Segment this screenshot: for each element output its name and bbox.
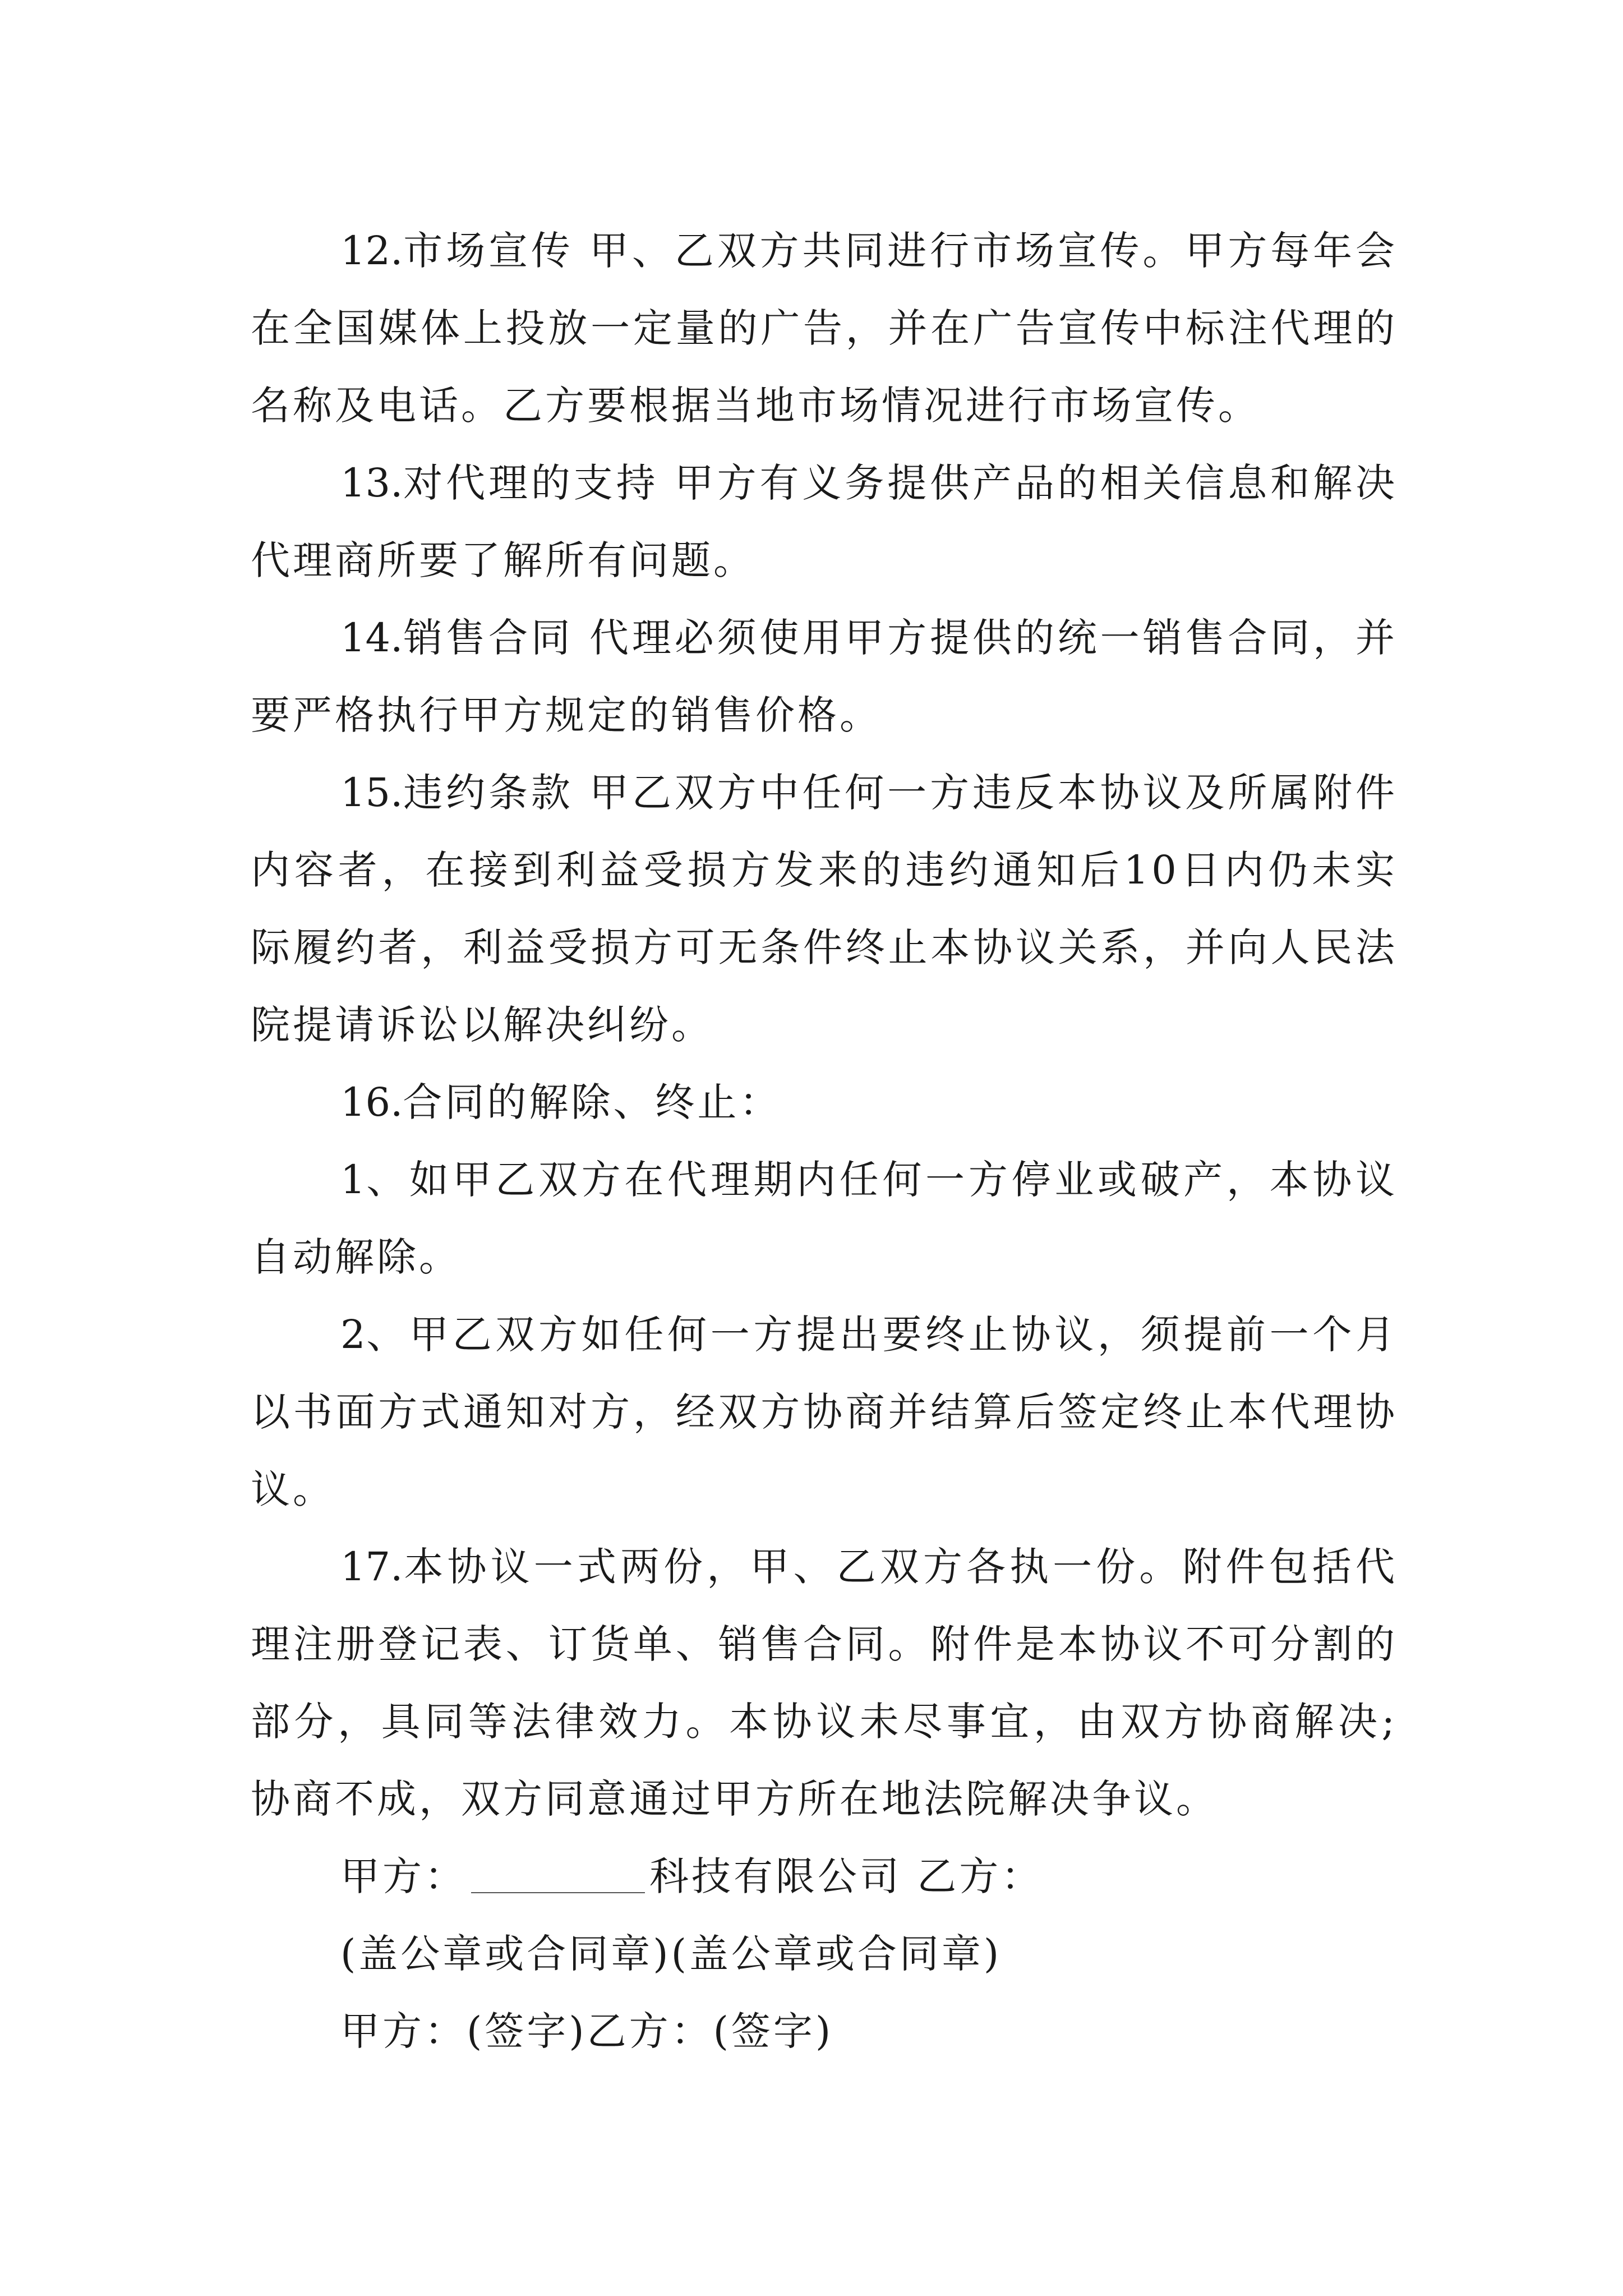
clause-13 [251, 444, 1398, 599]
item-text: 、甲乙双方如任何一方提出要终止协议，须提前一个月以书面方式通知对方，经双方协商并结算后签定终止本代理协议。 [251, 1312, 1398, 1512]
clause-text: 市场宣传 甲、乙双方共同进行市场宣传。甲方每年会在全国媒体上投放一定量的广告，并在广告宣传中标注代理的名称及电话。乙方要根据当地市场情况进行市场宣传。 [251, 228, 1398, 429]
clause-number: 17. [340, 1544, 403, 1590]
clause-15 [251, 754, 1398, 1064]
party-a-label: 甲方： [340, 1853, 467, 1899]
party-b-label: 乙方： [917, 1853, 1044, 1899]
clause-number: 15. [340, 770, 403, 816]
item-text: 、如甲乙双方在代理期内任何一方停业或破产，本协议自动解除。 [251, 1157, 1398, 1280]
clause-number: 12. [340, 228, 403, 274]
clause-number: 16. [340, 1079, 403, 1125]
clause-text: 本协议一式两份，甲、乙双方各执一份。附件包括代理注册登记表、订货单、销售合同。附件是本协议不可分割的部分，具同等法律效力。本协议未尽事宜，由双方协商解决;协商不成，双方同意通过甲方所在地法院解决争议。 [251, 1544, 1398, 1822]
company-suffix: 科技有限公司 [649, 1853, 902, 1899]
signature-parties-line [251, 1838, 1398, 1915]
clause-16-item-2 [251, 1296, 1398, 1528]
sign-line [251, 1993, 1398, 2070]
clause-text: 合同的解除、终止： [403, 1079, 782, 1125]
clause-12 [251, 212, 1398, 444]
item-number: 2 [340, 1312, 366, 1358]
clause-number: 14. [340, 615, 403, 661]
clause-text: 违约条款 甲乙双方中任何一方违反本协议及所属附件内容者，在接到利益受损方发来的违约通知后10日内仍未实际履约者，利益受损方可无条件终止本协议关系，并向人民法院提请诉讼以解决纠纷。 [251, 770, 1398, 1048]
clause-number: 13. [340, 460, 403, 506]
seal-line [251, 1915, 1398, 1993]
company-name-blank [471, 1853, 645, 1893]
seal-text: (盖公章或合同章)(盖公章或合同章) [340, 1931, 1002, 1977]
clause-text: 对代理的支持 甲方有义务提供产品的相关信息和解决代理商所要了解所有问题。 [251, 460, 1398, 583]
clause-17 [251, 1528, 1398, 1838]
item-number: 1 [340, 1157, 366, 1203]
document-body [251, 212, 1398, 2070]
sign-text: 甲方：(签字)乙方：(签字) [340, 2008, 834, 2054]
clause-text: 销售合同 代理必须使用甲方提供的统一销售合同，并要严格执行甲方规定的销售价格。 [251, 615, 1398, 738]
clause-14 [251, 599, 1398, 754]
clause-16 [251, 1064, 1398, 1141]
clause-16-item-1 [251, 1141, 1398, 1296]
